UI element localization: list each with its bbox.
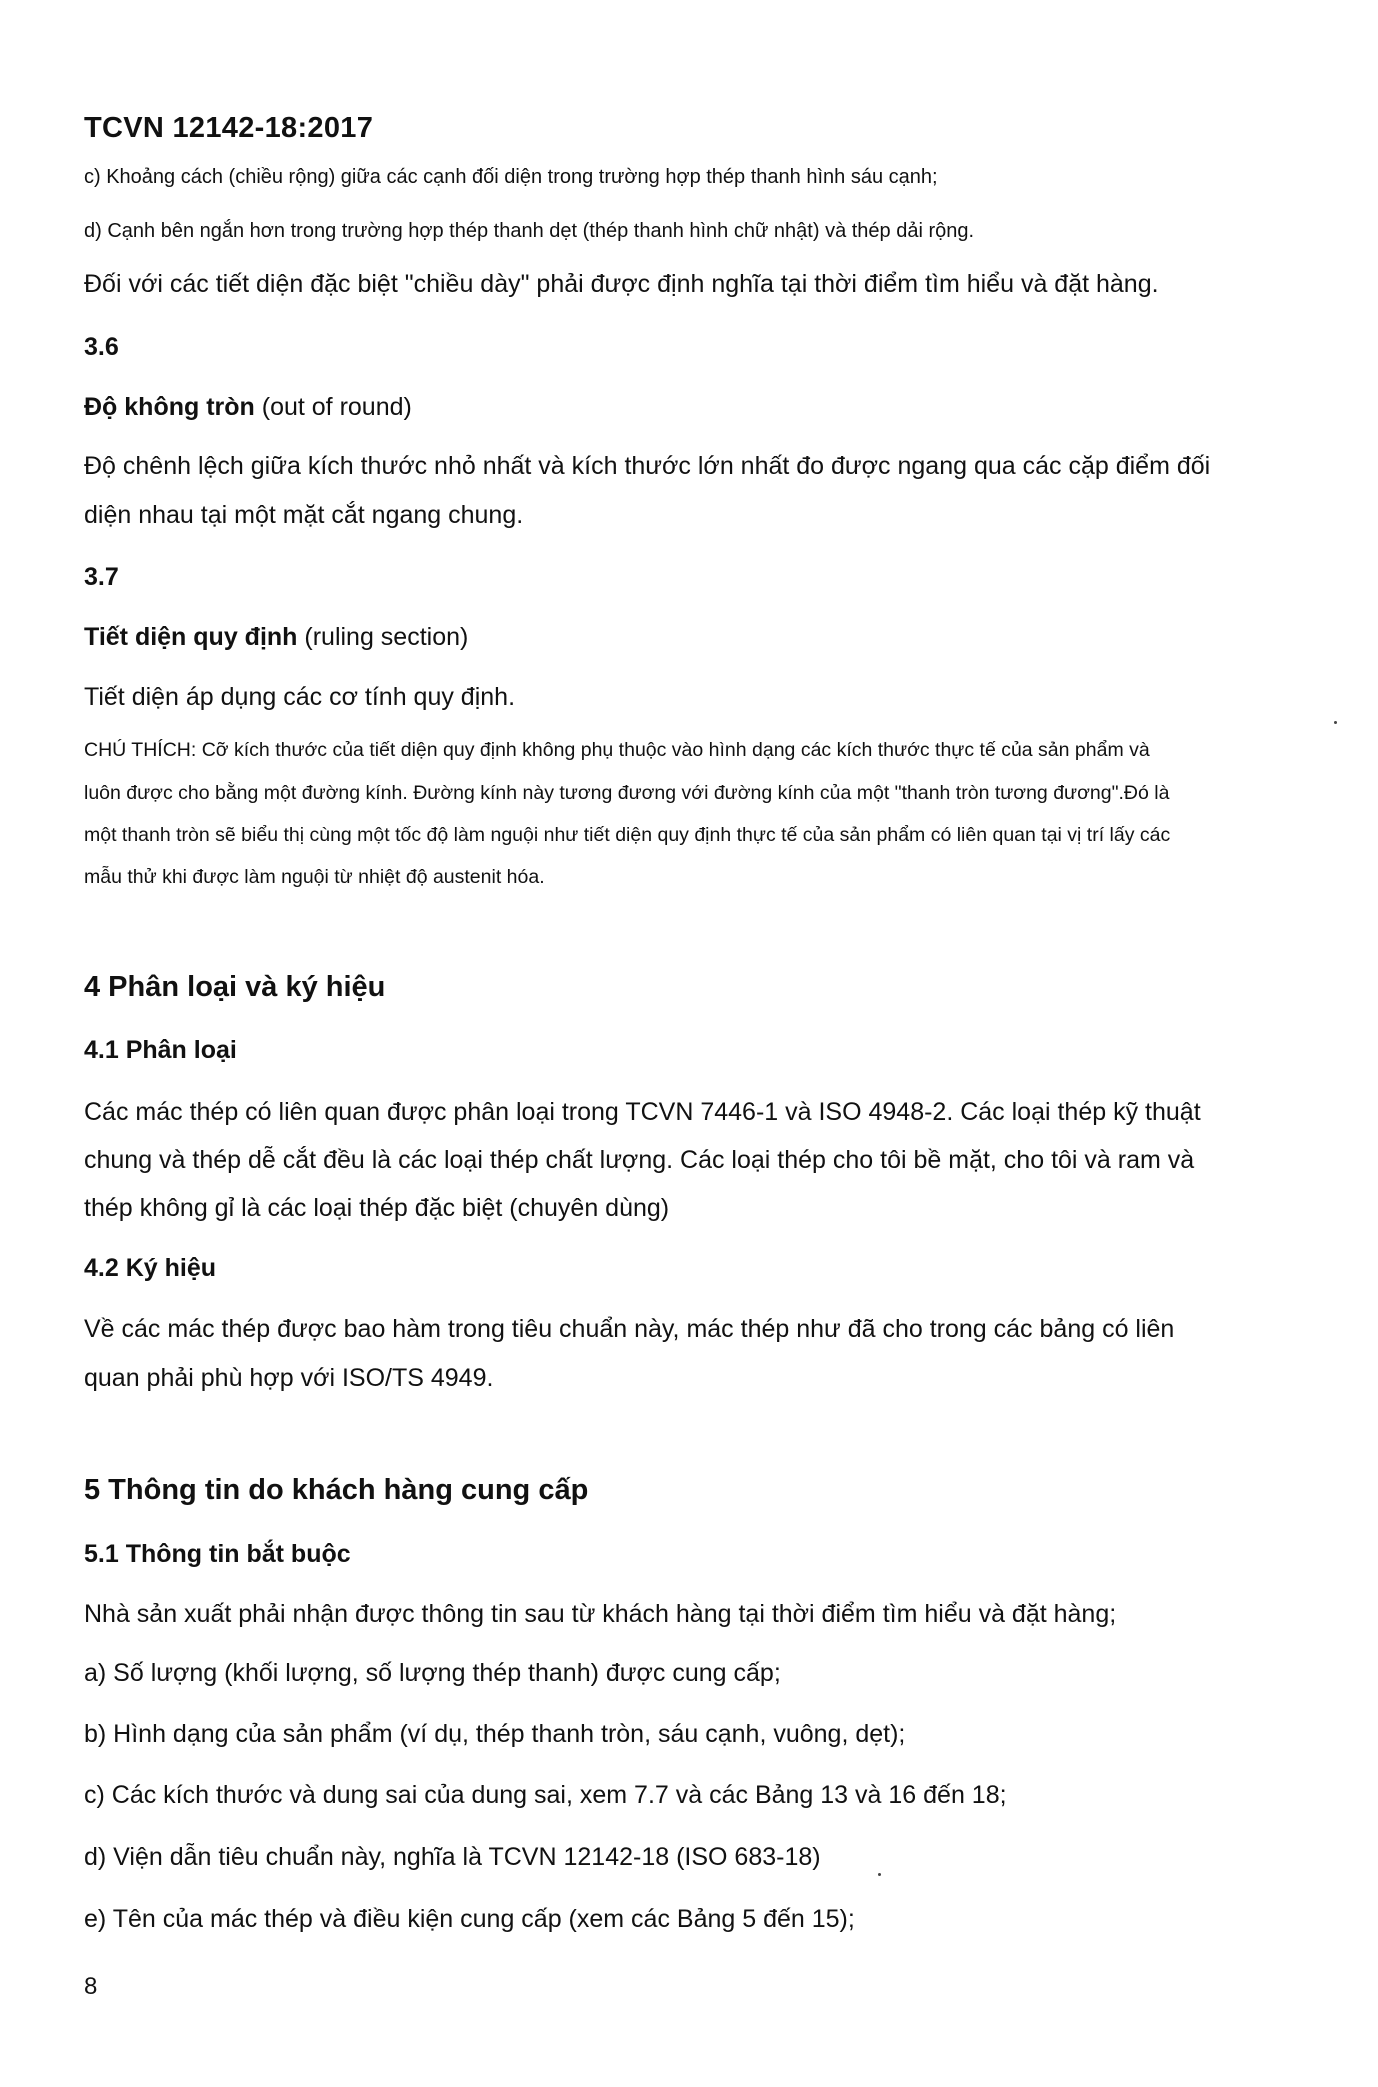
term-3-6-name: Độ không tròn bbox=[84, 393, 255, 421]
term-3-7-name: Tiết diện quy định bbox=[84, 623, 298, 651]
list-item-e-grade: e) Tên của mác thép và điều kiện cung cấp (xem các Bảng 5 đến 15); bbox=[84, 1905, 855, 1933]
note-line-4: mẫu thử khi được làm nguội từ nhiệt độ austenit hóa. bbox=[84, 866, 545, 888]
section-4-2-heading: 4.2 Ký hiệu bbox=[84, 1254, 216, 1282]
section-4-1-heading: 4.1 Phân loại bbox=[84, 1036, 237, 1064]
term-number-3-7: 3.7 bbox=[84, 563, 119, 591]
term-3-7-title bbox=[84, 623, 468, 652]
section-4-2-line1: Về các mác thép được bao hàm trong tiêu chuẩn này, mác thép như đã cho trong các bảng có liên bbox=[84, 1315, 1175, 1343]
term-number-3-6: 3.6 bbox=[84, 333, 119, 361]
list-item-c-dimensions: c) Các kích thước và dung sai của dung sai, xem 7.7 và các Bảng 13 và 16 đến 18; bbox=[84, 1781, 1007, 1809]
term-3-6-definition-line2: diện nhau tại một mặt cắt ngang chung. bbox=[84, 501, 524, 529]
section-4-heading: 4 Phân loại và ký hiệu bbox=[84, 971, 386, 1003]
term-3-7-definition: Tiết diện áp dụng các cơ tính quy định. bbox=[84, 683, 516, 711]
list-item-d-reference: d) Viện dẫn tiêu chuẩn này, nghĩa là TCVN 12142-18 (ISO 683-18) bbox=[84, 1843, 821, 1871]
note-line-3: một thanh tròn sẽ biểu thị cùng một tốc độ làm nguội như tiết diện quy định thực tế của sản phẩm có liên quan tại vị trí lấy các bbox=[84, 824, 1171, 846]
section-4-1-line3: thép không gỉ là các loại thép đặc biệt (chuyên dùng) bbox=[84, 1194, 670, 1222]
scan-speck bbox=[878, 1873, 881, 1876]
scan-speck bbox=[1334, 721, 1337, 724]
note-line-2: luôn được cho bằng một đường kính. Đường kính này tương đương với đường kính của một "thanh tròn tương đương".Đó là bbox=[84, 782, 1170, 804]
term-3-6-title bbox=[84, 393, 412, 422]
list-item-d: d) Cạnh bên ngắn hơn trong trường hợp thép thanh dẹt (thép thanh hình chữ nhật) và thép dải rộng. bbox=[84, 220, 975, 242]
standard-code-header: TCVN 12142-18:2017 bbox=[84, 112, 374, 144]
term-3-6-definition-line1: Độ chênh lệch giữa kích thước nhỏ nhất và kích thước lớn nhất đo được ngang qua các cặp điểm đối bbox=[84, 452, 1211, 480]
list-item-a: a) Số lượng (khối lượng, số lượng thép thanh) được cung cấp; bbox=[84, 1659, 781, 1687]
list-item-c: c) Khoảng cách (chiều rộng) giữa các cạnh đối diện trong trường hợp thép thanh hình sáu cạnh; bbox=[84, 166, 938, 188]
section-4-1-line1: Các mác thép có liên quan được phân loại trong TCVN 7446-1 và ISO 4948-2. Các loại thép kỹ thuật bbox=[84, 1098, 1201, 1126]
section-5-1-heading: 5.1 Thông tin bắt buộc bbox=[84, 1540, 351, 1568]
section-5-heading: 5 Thông tin do khách hàng cung cấp bbox=[84, 1474, 589, 1506]
term-3-6-english: (out of round) bbox=[254, 393, 412, 421]
section-4-1-line2: chung và thép dễ cắt đều là các loại thép chất lượng. Các loại thép cho tôi bề mặt, cho tôi và ram và bbox=[84, 1146, 1195, 1174]
list-item-b: b) Hình dạng của sản phẩm (ví dụ, thép thanh tròn, sáu cạnh, vuông, dẹt); bbox=[84, 1720, 906, 1748]
note-line-1: CHÚ THÍCH: Cỡ kích thước của tiết diện quy định không phụ thuộc vào hình dạng các kích thước thực tế của sản phẩm và bbox=[84, 739, 1150, 761]
section-4-2-line2: quan phải phù hợp với ISO/TS 4949. bbox=[84, 1364, 494, 1392]
section-5-1-intro: Nhà sản xuất phải nhận được thông tin sau từ khách hàng tại thời điểm tìm hiểu và đặt hàng; bbox=[84, 1600, 1117, 1628]
page-number: 8 bbox=[84, 1973, 98, 2000]
term-3-7-english: (ruling section) bbox=[297, 623, 469, 651]
special-sections-paragraph: Đối với các tiết diện đặc biệt "chiều dày" phải được định nghĩa tại thời điểm tìm hiểu và đặt hàng. bbox=[84, 270, 1159, 298]
